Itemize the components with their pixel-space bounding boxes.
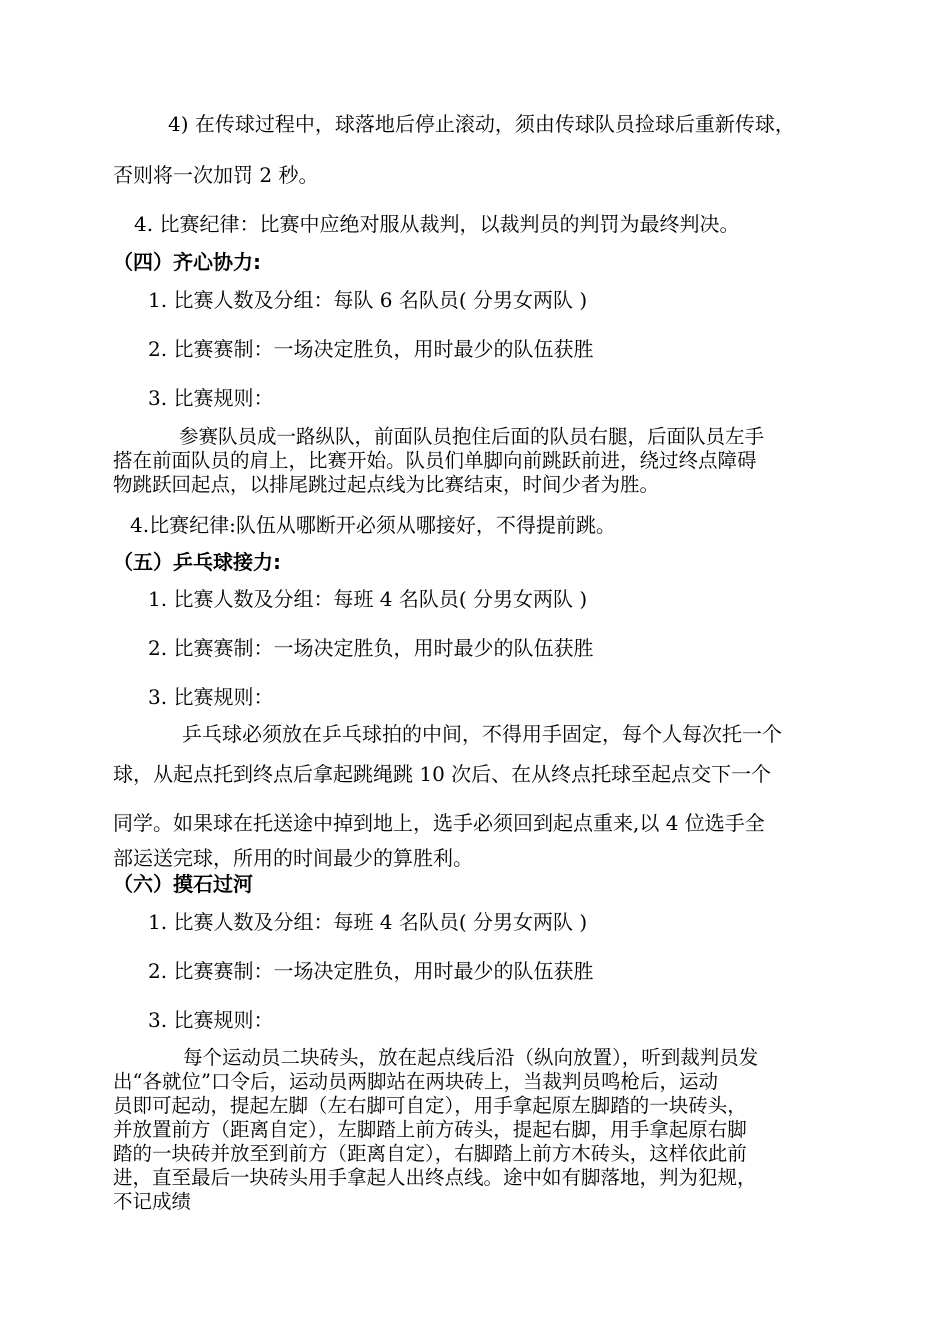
text-line: 1. 比赛人数及分组：每班 4 名队员( 分男女两队 )	[148, 587, 588, 611]
paragraph	[113, 1046, 843, 1214]
text-line: 2. 比赛赛制：一场决定胜负，用时最少的队伍获胜	[148, 959, 594, 983]
text-line: 2. 比赛赛制：一场决定胜负，用时最少的队伍获胜	[148, 636, 594, 660]
text-line: 4) 在传球过程中，球落地后停止滚动，须由传球队员捡球后重新传球，	[168, 112, 795, 136]
text-line: 2. 比赛赛制：一场决定胜负，用时最少的队伍获胜	[148, 337, 594, 361]
paragraph-line: 参赛队员成一路纵队，前面队员抱住后面的队员右腿，后面队员左手	[179, 425, 765, 448]
section-heading: （五）乒乓球接力:	[113, 550, 281, 574]
text-line: 4. 比赛纪律：比赛中应绝对服从裁判，以裁判员的判罚为最终判决。	[134, 212, 740, 236]
text-line: 3. 比赛规则：	[148, 1008, 274, 1032]
paragraph-line: 出“各就位”口令后，运动员两脚站在两块砖上，当裁判员鸣枪后，运动	[113, 1070, 718, 1093]
text-line: 3. 比赛规则：	[148, 386, 274, 410]
text-line: 4.比赛纪律:队伍从哪断开必须从哪接好，不得提前跳。	[130, 513, 616, 537]
text-line: 否则将一次加罚 2 秒。	[113, 163, 319, 187]
paragraph-line: 进，直至最后一块砖头用手拿起人出终点线。途中如有脚落地，判为犯规，	[113, 1166, 757, 1189]
section-heading: （四）齐心协力:	[113, 250, 261, 274]
paragraph	[113, 425, 843, 497]
paragraph-line: 踏的一块砖并放至到前方（距离自定），右脚踏上前方木砖头，这样依此前	[113, 1142, 747, 1165]
text-line: 部运送完球，所用的时间最少的算胜利。	[113, 846, 473, 870]
paragraph-line: 物跳跃回起点，以排尾跳过起点线为比赛结束，时间少者为胜。	[113, 473, 660, 496]
paragraph-line: 不记成绩	[113, 1190, 192, 1213]
text-line: 1. 比赛人数及分组：每班 4 名队员( 分男女两队 )	[148, 910, 588, 934]
text-line: 球，从起点托到终点后拿起跳绳跳 10 次后、在从终点托球至起点交下一个	[113, 762, 772, 786]
paragraph-line: 并放置前方（距离自定），左脚踏上前方砖头，提起右脚，用手拿起原右脚	[113, 1118, 747, 1141]
section-heading: （六）摸石过河	[113, 872, 253, 896]
text-line: 同学。如果球在托送途中掉到地上，选手必须回到起点重来,以 4 位选手全	[113, 811, 765, 835]
paragraph-line: 员即可起动，提起左脚（左右脚可自定），用手拿起原左脚踏的一块砖头，	[113, 1094, 747, 1117]
text-line: 乒乓球必须放在乒乓球拍的中间，不得用手固定，每个人每次托一个	[182, 722, 782, 746]
paragraph-line: 搭在前面队员的肩上，比赛开始。队员们单脚向前跳跃前进，绕过终点障碍	[113, 449, 757, 472]
text-line: 3. 比赛规则：	[148, 685, 274, 709]
paragraph-line: 每个运动员二块砖头，放在起点线后沿（纵向放置），听到裁判员发	[183, 1046, 759, 1069]
text-line: 1. 比赛人数及分组：每队 6 名队员( 分男女两队 )	[148, 288, 588, 312]
